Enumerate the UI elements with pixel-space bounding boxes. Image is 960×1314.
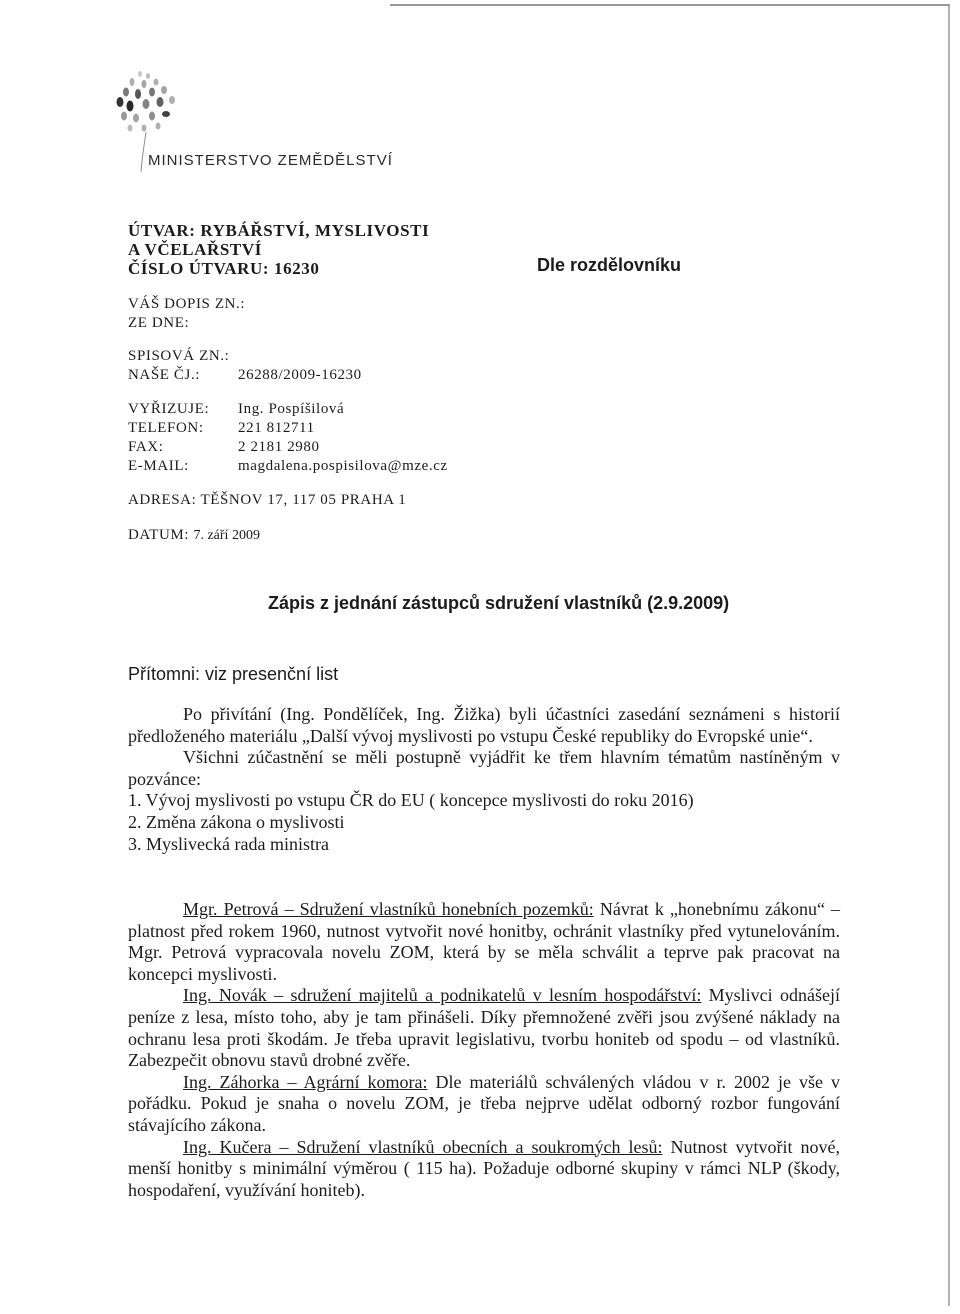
your-letter-row (128, 295, 245, 314)
topic-item: 3. Myslivecká rada ministra (128, 833, 329, 854)
file-mark-label: SPISOVÁ ZN.: (128, 348, 230, 364)
attendance: Přítomni: viz presenční list (128, 664, 339, 684)
speaker-name: Ing. Novák – sdružení majitelů a podnikatelů v lesním hospodářství: (183, 985, 702, 1006)
scan-edge-right (948, 6, 950, 1306)
statement-text: Dle materiálů schválených vládou v r. 2002 je vše v pořádku. Pokud je snaha o novelu ZOM, je třeba nejprve udělat odborný rozbor fungování stávajícího zákona. (128, 1071, 840, 1135)
speaker-name: Ing. Kučera – Sdružení vlastníků obecních a soukromých lesů: (183, 1136, 663, 1157)
intro-paragraph: Všichni zúčastnění se měli postupně vyjádřit ke třem hlavním tématům nastíněným v pozvánce: (128, 747, 840, 789)
email-row (128, 457, 448, 476)
email-value: magdalena.pospisilova@mze.cz (238, 458, 448, 474)
document-title: Zápis z jednání zástupců sdružení vlastníků (2.9.2009) (268, 593, 730, 613)
intro-section (128, 704, 840, 855)
recipient: Dle rozdělovníku (537, 255, 682, 275)
email-label: E-MAIL: (128, 458, 189, 474)
reference-value: 26288/2009-16230 (238, 367, 362, 383)
department-line: ÚTVAR: RYBÁŘSTVÍ, MYSLIVOSTI (128, 221, 430, 240)
reference-label: NAŠE ČJ.: (128, 367, 201, 383)
phone-row (128, 419, 315, 438)
handler-label: VYŘIZUJE: (128, 401, 210, 417)
date-value: 7. září 2009 (193, 528, 260, 543)
department-number: ČÍSLO ÚTVARU: 16230 (128, 259, 320, 278)
speaker-name: Mgr. Petrová – Sdružení vlastníků honebních pozemků: (183, 899, 594, 919)
reference-row (128, 366, 362, 385)
scan-edge-top (390, 4, 950, 6)
statement-text: Návrat k „honebnímu zákonu“ – platnost před rokem 1960, nutnost vytvořit nové honitby, ochránit vlastníky před vytunelováním. Mgr. Petrová vypracovala novelu ZOM, která by se měla schválit a teprve pak pracovat na koncepci myslivosti. (128, 899, 840, 984)
intro-paragraph: Po přivítání (Ing. Pondělíček, Ing. Žižka) byli účastníci zasedání seznámeni s historií předloženého materiálu „Další vývoj myslivosti po vstupu České republiky do Evropské unie“. (128, 704, 840, 746)
fax-value: 2 2181 2980 (238, 439, 320, 455)
statement-paragraph (128, 899, 840, 985)
fax-label: FAX: (128, 439, 164, 455)
ministry-name: MINISTERSTVO ZEMĚDĚLSTVÍ (148, 152, 393, 169)
date-of-label: ZE DNE: (128, 315, 190, 331)
address: ADRESA: TĚŠNOV 17, 117 05 PRAHA 1 (128, 492, 407, 508)
speaker-name: Ing. Záhorka – Agrární komora: (183, 1071, 428, 1092)
statement-text: Myslivci odnášejí peníze z lesa, místo toho, aby je tam přinášeli. Díky přemnožené zvěři jsou zvýšené náklady na ochranu lesa proti škodám. Je třeba upravit legislativu, tvorbu honiteb od spodu – od vlastníků. Zabezpečit obnovu stavů drobné zvěře. (128, 985, 840, 1071)
date-label: DATUM: (128, 527, 190, 543)
topic-item: 2. Změna zákona o myslivosti (128, 811, 345, 832)
phone-label: TELEFON: (128, 420, 204, 436)
handler-row (128, 400, 344, 419)
statement-text: Nutnost vytvořit nové, menší honitby s minimální výměrou ( 115 ha). Požaduje odborné skupiny v rámci NLP (škody, hospodaření, využívání honiteb). (128, 1136, 840, 1200)
topic-item: 1. Vývoj myslivosti po vstupu ČR do EU ( koncepce myslivosti do roku 2016) (128, 790, 694, 811)
file-mark-row (128, 347, 229, 366)
statement-paragraph (128, 985, 840, 1071)
date-of-row (128, 314, 189, 333)
handler-value: Ing. Pospíšilová (238, 401, 345, 417)
department-line: A VČELAŘSTVÍ (128, 240, 262, 259)
statement-paragraph (128, 1072, 840, 1137)
phone-value: 221 812711 (238, 420, 315, 436)
statements-section (128, 899, 840, 1201)
fax-row (128, 438, 320, 457)
your-letter-label: VÁŠ DOPIS ZN.: (128, 296, 246, 312)
statement-paragraph (128, 1137, 840, 1202)
department-block (128, 221, 429, 278)
date-row (128, 526, 260, 545)
